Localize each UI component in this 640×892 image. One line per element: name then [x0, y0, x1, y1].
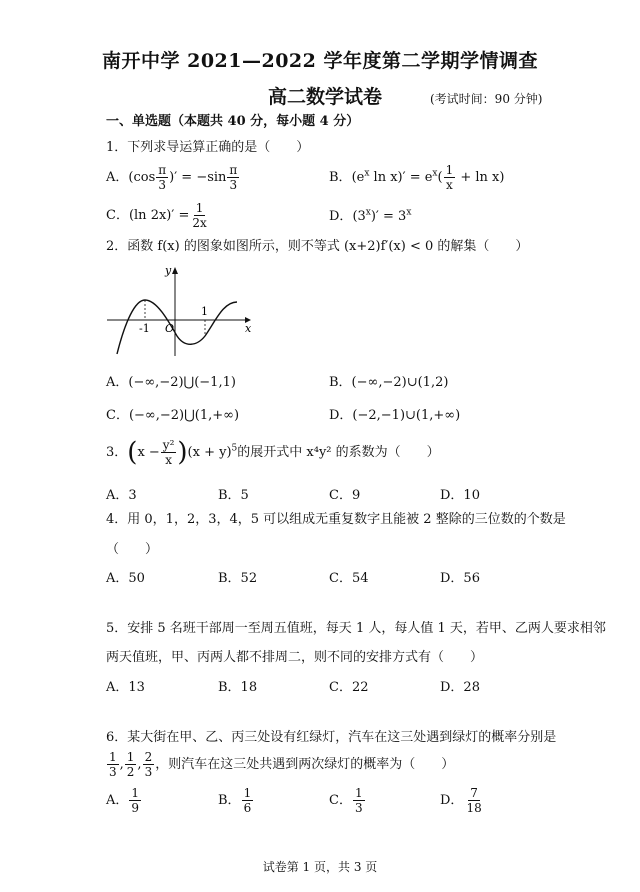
y-axis-arrow [172, 267, 178, 274]
q6-option-d: D． $\frac{7}{18}$ [440, 786, 482, 815]
exam-time: (考试时间：90 分钟) [430, 92, 543, 106]
q1-option-d: D．$(3^x)' = 3^x$ [329, 207, 412, 224]
question-4-stem: 4．用 0，1，2，3，4，5 可以组成无重复数字且能被 2 整除的三位数的个数是 [106, 512, 566, 527]
label-one: 1 [201, 305, 208, 318]
q4-option-d: D．56 [440, 571, 480, 586]
question-2-stem: 2．函数 f(x) 的图象如图所示，则不等式 (x+2)f′(x) < 0 的解集（ ） [106, 239, 529, 254]
q4-option-c: C．54 [329, 571, 369, 586]
q2-option-b: B．(−∞,−2)∪(1,2) [329, 375, 449, 390]
exam-title: 南开中学 2021—2022 学年度第二学期学情调查 [102, 50, 538, 72]
question-5-line-2: 两天值班，甲、丙两人都不排周二，则不同的安排方式有（ ） [106, 650, 484, 665]
q2-option-a: A．(−∞,−2)⋃(−1,1) [106, 375, 236, 390]
q4-option-a: A．50 [106, 571, 145, 586]
q5-option-d: D．28 [440, 680, 480, 695]
q1-option-c: C．(ln 2x)′ = $\frac{1}{2x}$ [106, 201, 207, 230]
q2-option-c: C．(−∞,−2)⋃(1,+∞) [106, 408, 240, 423]
label-origin: O [165, 322, 175, 335]
function-graph [105, 262, 255, 358]
function-curve [117, 300, 237, 354]
question-6-line-1: 6．某大街在甲、乙、丙三处设有红绿灯，汽车在这三处遇到绿灯的概率分别是 [106, 730, 557, 745]
q3-option-b: B．5 [218, 488, 249, 503]
exam-subtitle: 高二数学试卷 [268, 86, 383, 108]
q6-option-b: B． $\frac{1}{6}$ [218, 786, 252, 815]
section-heading: 一、单选题（本题共 40 分，每小题 4 分） [106, 114, 360, 129]
label-y: y [165, 264, 172, 277]
page-footer: 试卷第 1 页，共 3 页 [262, 860, 378, 874]
question-1-stem: 1．下列求导运算正确的是（ ） [106, 140, 310, 155]
q5-option-b: B．18 [218, 680, 258, 695]
q3-option-a: A．3 [106, 488, 137, 503]
question-5-line-1: 5．安排 5 名班干部周一至周五值班，每天 1 人，每人值 1 天，若甲、乙两人要求相邻 [106, 621, 606, 636]
question-6-line-2: $\frac{1}{3}$ , $\frac{1}{2}$ , $\frac{2}{3}$ ，则汽车在这三处共遇到两次绿灯的概率为（ ） [109, 750, 455, 779]
question-4-blank: （ ） [106, 542, 159, 557]
q5-option-c: C．22 [329, 680, 369, 695]
label-x: x [245, 322, 252, 335]
q6-option-a: A． $\frac{1}{9}$ [106, 786, 140, 815]
q5-option-a: A．13 [106, 680, 145, 695]
q6-option-c: C． $\frac{1}{3}$ [329, 786, 363, 815]
question-3-stem: 3．(x − $\frac{\text{y²}}{x}$ )$(x + y)^5$的展开式中 x⁴y² 的系数为（ ） [106, 437, 440, 468]
q1-option-a: A．(cos $\frac{\pi}{3}$ )′ = −sin $\frac{\pi}{3}$ [106, 163, 238, 192]
label-minus-one: -1 [139, 322, 150, 335]
q3-option-d: D．10 [440, 488, 480, 503]
q3-option-c: C．9 [329, 488, 361, 503]
q4-option-b: B．52 [218, 571, 258, 586]
q2-option-d: D．(−2,−1)∪(1,+∞) [329, 408, 461, 423]
q1-option-b: B．($e^x$ $\ln x)' = e^x$( $\frac{1}{x}$ + ln x) [329, 163, 505, 192]
